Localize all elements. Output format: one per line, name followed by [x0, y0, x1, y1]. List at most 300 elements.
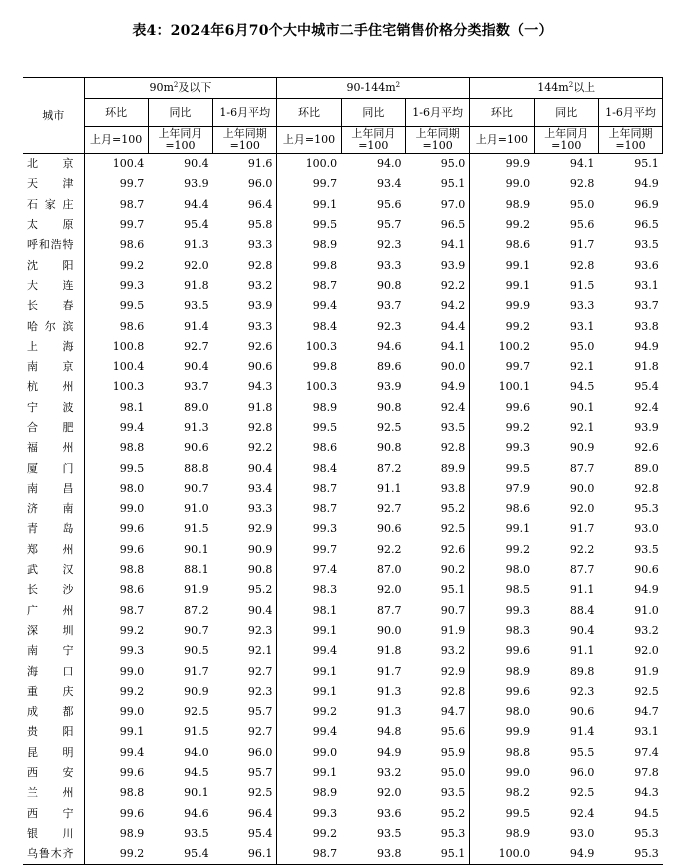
- city-name: 西安: [27, 766, 74, 780]
- value-yoy-large: 87.7: [569, 461, 595, 475]
- value-avg-small: 93.3: [247, 238, 273, 252]
- value-mom-small: 98.6: [84, 235, 148, 255]
- value-yoy-small: 90.4: [184, 157, 209, 171]
- value-avg-small: 90.8: [247, 563, 273, 577]
- value-avg-medium: 95.1: [405, 844, 469, 865]
- value-avg-medium: 91.9: [440, 623, 466, 637]
- table-row: [23, 418, 663, 438]
- value-mom-small: 99.5: [84, 296, 148, 316]
- value-yoy-large: 96.0: [569, 766, 595, 780]
- city-name: 青岛: [27, 522, 74, 536]
- value-mom-small: 99.6: [84, 519, 148, 539]
- value-mom-large: 98.0: [470, 702, 534, 722]
- value-mom-medium: 99.3: [277, 519, 341, 539]
- value-yoy-medium: 93.5: [376, 826, 402, 840]
- city-name: 大连: [27, 278, 74, 292]
- value-yoy-large: 90.6: [569, 705, 595, 719]
- value-mom-medium: 98.9: [277, 398, 341, 418]
- value-avg-small: 93.4: [247, 481, 273, 495]
- city-name: 北京: [27, 157, 74, 171]
- value-mom-large: 98.9: [470, 195, 534, 215]
- value-avg-medium: 93.5: [440, 421, 466, 434]
- value-mom-small: 99.6: [84, 763, 148, 783]
- value-avg-medium: 95.1: [440, 177, 466, 191]
- value-yoy-medium: 87.0: [376, 563, 402, 577]
- value-yoy-small: 95.4: [184, 218, 209, 232]
- city-name: 宁波: [27, 400, 74, 414]
- value-avg-medium: 95.6: [440, 725, 466, 739]
- value-yoy-small: 91.4: [184, 319, 209, 333]
- value-avg-large: 95.3: [634, 502, 659, 516]
- city-name: 兰州: [27, 786, 74, 800]
- value-mom-medium: 98.9: [277, 783, 341, 803]
- value-mom-medium: 98.7: [277, 479, 341, 499]
- value-yoy-small: 93.9: [184, 177, 209, 191]
- value-avg-large: 93.1: [634, 278, 659, 292]
- value-mom-large: 99.3: [470, 601, 534, 621]
- value-mom-large: 99.0: [470, 174, 534, 194]
- table-row: [23, 641, 663, 661]
- value-mom-large: 99.6: [470, 398, 534, 418]
- base-header-avg: 上年同期=100: [213, 127, 277, 154]
- value-mom-medium: 98.4: [277, 316, 341, 336]
- value-mom-medium: 99.5: [277, 215, 341, 235]
- city-name: 太原: [27, 218, 74, 232]
- table-body: [23, 154, 663, 865]
- value-mom-medium: 98.7: [277, 499, 341, 519]
- value-yoy-small: 94.0: [184, 745, 209, 759]
- value-yoy-medium: 92.2: [376, 542, 402, 556]
- value-yoy-medium: 91.3: [376, 705, 402, 719]
- value-avg-large: 93.8: [634, 319, 659, 333]
- value-yoy-large: 94.1: [569, 157, 595, 171]
- value-mom-medium: 99.2: [277, 824, 341, 844]
- value-yoy-large: 95.0: [569, 339, 595, 353]
- value-yoy-small: 90.5: [184, 644, 209, 658]
- value-mom-large: 98.9: [470, 824, 534, 844]
- value-avg-medium: 94.1: [440, 238, 466, 252]
- value-avg-large: 94.9: [634, 339, 659, 353]
- value-yoy-large: 91.7: [569, 522, 595, 536]
- value-yoy-large: 92.1: [569, 421, 595, 434]
- value-mom-large: 100.0: [470, 844, 534, 865]
- value-yoy-medium: 92.3: [376, 238, 402, 252]
- value-avg-small: 95.7: [247, 766, 273, 780]
- value-avg-large: 94.7: [634, 705, 659, 719]
- value-yoy-small: 95.4: [148, 844, 212, 865]
- value-yoy-medium: 93.9: [376, 380, 402, 394]
- base-header-yoy: 上年同月=100: [148, 127, 212, 154]
- value-avg-small: 95.7: [247, 705, 273, 719]
- table-row: [23, 722, 663, 742]
- value-avg-medium: 97.0: [440, 197, 466, 211]
- table-row: [23, 337, 663, 357]
- city-name: 福州: [27, 441, 74, 455]
- value-mom-large: 99.2: [470, 215, 534, 235]
- city-name: 西宁: [27, 806, 74, 820]
- value-mom-small: 98.8: [84, 438, 148, 458]
- sub-header-mom: 环比: [277, 99, 341, 127]
- value-yoy-medium: 94.8: [376, 725, 402, 739]
- value-yoy-small: 90.6: [184, 441, 209, 455]
- value-yoy-medium: 94.9: [376, 745, 402, 759]
- value-mom-medium: 99.8: [277, 255, 341, 275]
- value-mom-small: 99.2: [84, 255, 148, 275]
- value-yoy-small: 91.8: [184, 278, 209, 292]
- sub-header-row: [23, 99, 663, 127]
- table-row: [23, 621, 663, 641]
- table-row: [23, 844, 663, 865]
- table-row: [23, 195, 663, 215]
- city-name: 广州: [27, 603, 74, 617]
- value-avg-small: 91.8: [247, 400, 273, 414]
- value-avg-medium: 94.7: [440, 705, 466, 719]
- value-yoy-small: 94.6: [184, 806, 209, 820]
- value-yoy-large: 93.0: [569, 826, 595, 840]
- table-title: 表4：2024年6月70个大中城市二手住宅销售价格分类指数（一）: [132, 23, 553, 39]
- base-header-yoy: 上年同月=100: [534, 127, 598, 154]
- value-avg-medium: 90.2: [440, 563, 466, 577]
- value-mom-large: 99.9: [470, 722, 534, 742]
- value-yoy-large: 95.6: [569, 218, 595, 232]
- value-mom-medium: 99.4: [277, 641, 341, 661]
- value-mom-medium: 99.7: [277, 540, 341, 560]
- value-avg-large: 92.0: [634, 644, 659, 658]
- value-yoy-small: 93.5: [184, 826, 209, 840]
- value-yoy-small: 91.5: [184, 522, 209, 536]
- value-yoy-medium: 92.0: [376, 786, 402, 800]
- value-yoy-medium: 92.5: [376, 421, 402, 434]
- city-name: 南昌: [27, 481, 74, 495]
- value-avg-small: 90.4: [247, 461, 273, 475]
- value-mom-small: 99.4: [84, 418, 148, 438]
- value-avg-small: 95.4: [247, 826, 273, 840]
- value-mom-large: 99.1: [470, 255, 534, 275]
- value-mom-small: 98.6: [84, 316, 148, 336]
- value-yoy-small: 91.7: [184, 664, 209, 678]
- value-yoy-small: 90.7: [184, 481, 209, 495]
- value-avg-medium: 93.2: [440, 644, 466, 658]
- value-avg-medium: 89.9: [440, 461, 466, 475]
- value-yoy-large: 93.1: [569, 319, 595, 333]
- value-mom-small: 99.0: [84, 661, 148, 681]
- value-mom-medium: 99.0: [277, 743, 341, 763]
- table-row: [23, 783, 663, 803]
- value-mom-large: 99.5: [470, 804, 534, 824]
- group-header-large: $144m^2$以上: [470, 78, 663, 99]
- value-avg-medium: 94.2: [440, 299, 466, 313]
- value-avg-large: 92.4: [634, 400, 659, 414]
- value-avg-large: 96.9: [634, 197, 659, 211]
- value-mom-large: 100.2: [470, 337, 534, 357]
- city-name: 上海: [27, 339, 74, 353]
- value-mom-medium: 100.3: [277, 337, 341, 357]
- value-avg-large: 93.7: [634, 299, 659, 313]
- value-yoy-small: 91.9: [184, 583, 209, 597]
- value-avg-large: 90.6: [634, 563, 659, 577]
- table-row: [23, 479, 663, 499]
- value-mom-large: 99.0: [470, 763, 534, 783]
- value-avg-large: 93.5: [634, 238, 659, 252]
- table-row: [23, 824, 663, 844]
- value-mom-small: 100.4: [84, 357, 148, 377]
- value-yoy-medium: 89.6: [376, 360, 402, 374]
- city-name: 沈阳: [27, 258, 74, 272]
- value-mom-large: 99.9: [470, 154, 534, 175]
- value-avg-medium: 95.0: [440, 157, 466, 171]
- value-yoy-small: 89.0: [184, 400, 209, 414]
- value-yoy-large: 92.8: [569, 177, 595, 191]
- value-yoy-medium: 92.7: [376, 502, 402, 516]
- value-mom-medium: 98.7: [277, 276, 341, 296]
- value-yoy-medium: 92.3: [376, 319, 402, 333]
- value-mom-medium: 99.3: [277, 804, 341, 824]
- value-yoy-large: 95.0: [569, 197, 595, 211]
- value-mom-large: 99.1: [470, 519, 534, 539]
- value-yoy-large: 90.4: [569, 623, 595, 637]
- value-avg-medium: 92.9: [440, 664, 466, 678]
- value-avg-large: 94.9: [634, 583, 659, 597]
- value-mom-small: 99.6: [84, 804, 148, 824]
- value-avg-small: 93.3: [247, 502, 273, 516]
- table-row: [23, 702, 663, 722]
- value-avg-large: 93.9: [634, 421, 659, 434]
- value-yoy-small: 88.8: [184, 461, 209, 475]
- sub-header-avg: 1-6月平均: [598, 99, 662, 127]
- value-avg-small: 92.6: [247, 339, 273, 353]
- value-avg-small: 96.4: [247, 197, 273, 211]
- value-avg-medium: 92.5: [440, 522, 466, 536]
- value-avg-medium: 92.4: [440, 400, 466, 414]
- value-yoy-medium: 93.7: [376, 299, 402, 313]
- value-avg-medium: 92.8: [440, 441, 466, 455]
- city-name: 长春: [27, 299, 74, 313]
- value-yoy-large: 92.2: [569, 542, 595, 556]
- value-avg-large: 94.5: [634, 806, 659, 820]
- value-avg-large: 91.9: [634, 664, 659, 678]
- value-yoy-large: 94.9: [534, 844, 598, 865]
- value-avg-medium: 94.4: [440, 319, 466, 333]
- value-mom-medium: 99.5: [277, 418, 341, 438]
- base-header-mom: 上月=100: [84, 127, 148, 154]
- value-mom-large: 100.1: [470, 377, 534, 397]
- table-row: [23, 316, 663, 336]
- table-row: [23, 499, 663, 519]
- value-avg-small: 95.2: [247, 583, 273, 597]
- group-header-small: $90m^2$及以下: [84, 78, 277, 99]
- city-name: 济南: [27, 502, 74, 516]
- value-yoy-large: 91.4: [569, 725, 595, 739]
- value-yoy-small: 92.5: [184, 705, 209, 719]
- table-row: [23, 763, 663, 783]
- sub-header-yoy: 同比: [534, 99, 598, 127]
- value-yoy-small: 88.1: [184, 563, 209, 577]
- value-mom-medium: 97.4: [277, 560, 341, 580]
- value-mom-small: 99.0: [84, 499, 148, 519]
- value-mom-large: 98.5: [470, 580, 534, 600]
- value-avg-medium: 95.9: [440, 745, 466, 759]
- value-yoy-large: 92.8: [569, 258, 595, 272]
- value-avg-medium: 95.3: [440, 826, 466, 840]
- sub-header-mom: 环比: [84, 99, 148, 127]
- value-mom-medium: 99.8: [277, 357, 341, 377]
- value-avg-small: 90.6: [247, 360, 273, 374]
- value-yoy-medium: 93.4: [376, 177, 402, 191]
- value-mom-large: 97.9: [470, 479, 534, 499]
- table-row: [23, 296, 663, 316]
- table-row: [23, 357, 663, 377]
- value-mom-small: 99.3: [84, 276, 148, 296]
- table-row: [23, 682, 663, 702]
- value-mom-medium: 98.7: [277, 844, 341, 865]
- value-avg-small: 91.6: [247, 157, 273, 171]
- table-row: [23, 255, 663, 275]
- value-avg-large: 92.8: [634, 481, 659, 495]
- value-avg-medium: 95.1: [440, 583, 466, 597]
- value-avg-large: 95.3: [598, 844, 662, 865]
- sub-header-avg: 1-6月平均: [405, 99, 469, 127]
- value-yoy-large: 90.1: [569, 400, 595, 414]
- base-header-yoy: 上年同月=100: [341, 127, 405, 154]
- value-mom-large: 99.1: [470, 276, 534, 296]
- value-avg-small: 95.8: [247, 218, 273, 232]
- value-avg-large: 93.6: [634, 258, 659, 272]
- value-mom-medium: 99.1: [277, 621, 341, 641]
- city-name: 长沙: [27, 583, 74, 597]
- value-avg-small: 92.9: [247, 522, 273, 536]
- value-yoy-large: 91.5: [569, 278, 595, 292]
- value-mom-large: 99.3: [470, 438, 534, 458]
- value-avg-medium: 90.0: [440, 360, 466, 374]
- value-avg-large: 89.0: [634, 461, 659, 475]
- table-row: [23, 519, 663, 539]
- base-header-avg: 上年同期=100: [598, 127, 662, 154]
- value-yoy-small: 91.3: [184, 238, 209, 252]
- value-yoy-medium: 90.8: [376, 441, 402, 455]
- value-avg-small: 92.8: [247, 421, 273, 434]
- value-mom-small: 98.9: [84, 824, 148, 844]
- city-name: 成都: [27, 705, 74, 719]
- value-mom-small: 98.1: [84, 398, 148, 418]
- value-mom-medium: 99.1: [277, 682, 341, 702]
- value-mom-small: 99.4: [84, 743, 148, 763]
- value-mom-large: 98.9: [470, 661, 534, 681]
- value-mom-large: 99.2: [470, 540, 534, 560]
- value-avg-large: 97.8: [634, 766, 659, 780]
- value-mom-small: 99.6: [84, 540, 148, 560]
- value-yoy-large: 92.5: [569, 786, 595, 800]
- value-mom-small: 99.2: [84, 682, 148, 702]
- value-mom-small: 98.0: [84, 479, 148, 499]
- value-yoy-medium: 90.0: [376, 623, 402, 637]
- value-mom-medium: 98.9: [277, 235, 341, 255]
- table-row: [23, 804, 663, 824]
- city-column-header: 城市: [23, 78, 84, 154]
- value-mom-small: 99.0: [84, 702, 148, 722]
- value-yoy-medium: 90.8: [376, 400, 402, 414]
- value-avg-large: 92.5: [634, 684, 659, 698]
- value-yoy-large: 93.3: [569, 299, 595, 313]
- value-avg-small: 92.7: [247, 725, 273, 739]
- base-header-row: [23, 127, 663, 154]
- value-mom-large: 98.6: [470, 235, 534, 255]
- sub-header-mom: 环比: [470, 99, 534, 127]
- city-name: 哈尔滨: [27, 319, 74, 333]
- value-yoy-small: 93.5: [184, 299, 209, 313]
- value-yoy-small: 94.4: [184, 197, 209, 211]
- base-header-mom: 上月=100: [277, 127, 341, 154]
- value-mom-small: 98.7: [84, 195, 148, 215]
- value-yoy-large: 94.5: [569, 380, 595, 394]
- value-yoy-medium: 93.8: [341, 844, 405, 865]
- value-avg-large: 95.3: [634, 826, 659, 840]
- city-name: 重庆: [27, 684, 74, 698]
- value-mom-large: 98.2: [470, 783, 534, 803]
- value-avg-large: 97.4: [634, 745, 659, 759]
- value-yoy-large: 89.8: [569, 664, 595, 678]
- value-mom-small: 98.6: [84, 580, 148, 600]
- city-name: 石家庄: [27, 197, 74, 211]
- value-mom-large: 99.2: [470, 418, 534, 438]
- value-yoy-small: 92.0: [184, 258, 209, 272]
- sub-header-yoy: 同比: [148, 99, 212, 127]
- value-yoy-medium: 95.7: [376, 218, 402, 232]
- value-mom-large: 98.0: [470, 560, 534, 580]
- value-avg-small: 93.3: [247, 319, 273, 333]
- value-avg-small: 93.2: [247, 278, 273, 292]
- value-mom-medium: 100.3: [277, 377, 341, 397]
- city-name: 武汉: [27, 563, 74, 577]
- table-row: [23, 154, 663, 175]
- value-avg-medium: 93.8: [440, 481, 466, 495]
- value-yoy-small: 90.7: [184, 623, 209, 637]
- value-mom-small: 99.2: [84, 621, 148, 641]
- value-yoy-medium: 93.2: [376, 766, 402, 780]
- city-name: 银川: [27, 826, 74, 840]
- value-mom-small: 100.3: [84, 377, 148, 397]
- value-avg-large: 93.1: [634, 725, 659, 739]
- value-avg-medium: 93.9: [440, 258, 466, 272]
- value-avg-large: 96.5: [634, 218, 659, 232]
- city-name: 厦门: [27, 461, 74, 475]
- table-row: [23, 601, 663, 621]
- value-mom-medium: 100.0: [277, 154, 341, 175]
- value-yoy-small: 87.2: [184, 603, 209, 617]
- group-header-medium: $90-144m^2$: [277, 78, 470, 99]
- value-avg-small: 92.7: [247, 664, 273, 678]
- value-avg-large: 95.4: [634, 380, 659, 394]
- value-avg-small: 90.4: [247, 603, 273, 617]
- city-name: 南宁: [27, 644, 74, 658]
- value-mom-large: 98.8: [470, 743, 534, 763]
- value-mom-medium: 98.6: [277, 438, 341, 458]
- city-name: 深圳: [27, 623, 74, 637]
- base-header-mom: 上月=100: [470, 127, 534, 154]
- value-mom-small: 99.1: [84, 722, 148, 742]
- value-avg-small: 92.2: [247, 441, 273, 455]
- value-mom-medium: 99.1: [277, 195, 341, 215]
- sub-header-avg: 1-6月平均: [213, 99, 277, 127]
- table-row: [23, 377, 663, 397]
- table-row: [23, 560, 663, 580]
- value-avg-medium: 94.9: [440, 380, 466, 394]
- value-avg-medium: 95.2: [440, 806, 466, 820]
- table-row: [23, 276, 663, 296]
- value-mom-medium: 99.1: [277, 763, 341, 783]
- value-mom-medium: 99.7: [277, 174, 341, 194]
- value-yoy-medium: 94.0: [376, 157, 402, 171]
- table-row: [23, 458, 663, 478]
